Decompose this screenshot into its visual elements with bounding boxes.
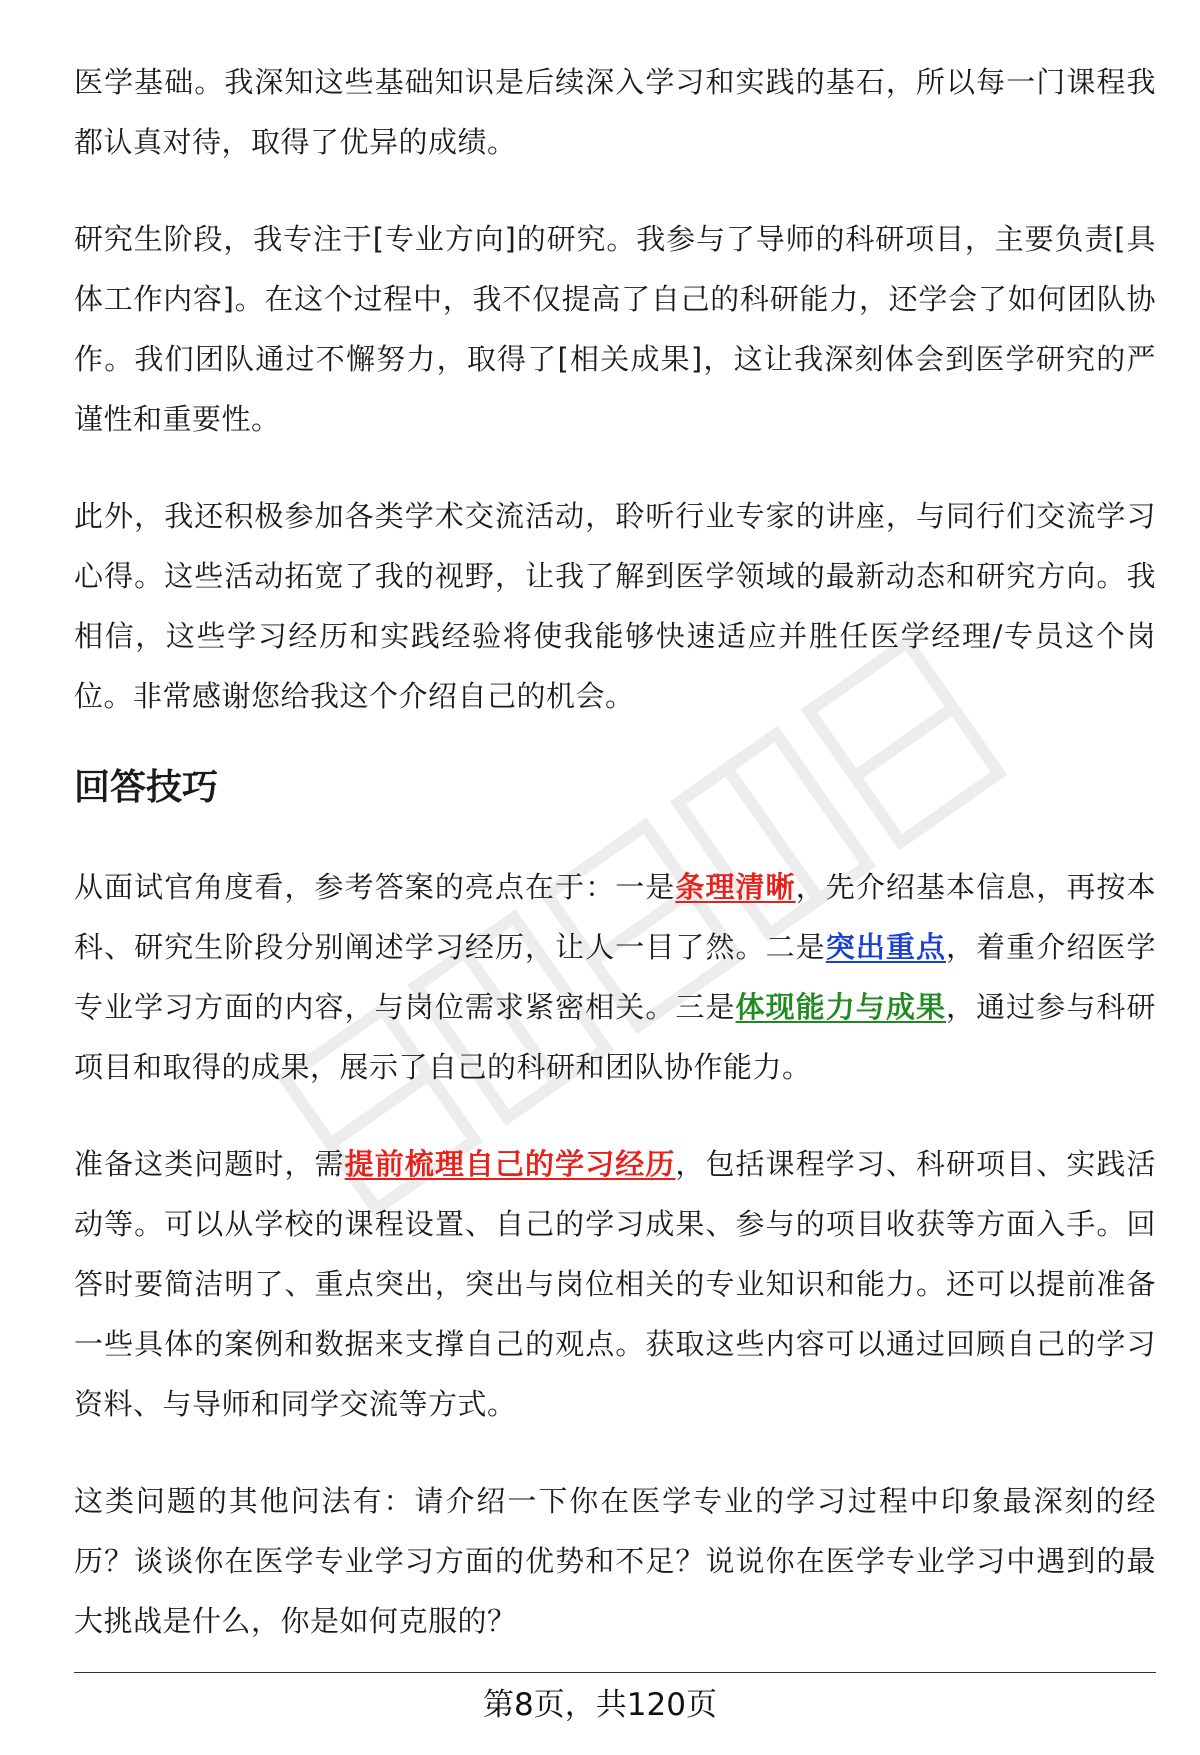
paragraph-graduate-research: 研究生阶段，我专注于[专业方向]的研究。我参与了导师的科研项目，主要负责[具体工作内容]。在这个过程中，我不仅提高了自己的科研能力，还学会了如何团队协作。我们团队通过不懈努力，取得了[相关成果]，这让我深刻体会到医学研究的严谨性和重要性。: [74, 222, 1156, 436]
paragraph-alternative-questions: 这类问题的其他问法有：请介绍一下你在医学专业的学习过程中印象最深刻的经历？谈谈你在医学专业学习方面的优势和不足？说说你在医学专业学习中遇到的最大挑战是什么，你是如何克服的？: [74, 1484, 1156, 1638]
highlight-organize-experience: 提前梳理自己的学习经历: [344, 1147, 676, 1181]
tips-text: 准备这类问题时，需: [74, 1147, 345, 1181]
footer-divider: [74, 1672, 1156, 1673]
highlight-ability-results: 体现能力与成果: [735, 990, 947, 1024]
tips-text: ，先介绍基本信息，再按本科、研究生阶段分别阐述学习经历，让人一目了然。二是: [74, 870, 1156, 964]
highlight-focus: 突出重点: [825, 930, 947, 964]
tips-text: ，包括课程学习、科研项目、实践活动等。可以从学校的课程设置、自己的学习成果、参与的项目收获等方面入手。回答时要简洁明了、重点突出，突出与岗位相关的专业知识和能力。还可以提前准备一些具体的案例和数据来支撑自己的观点。获取这些内容可以通过回顾自己的学习资料、与导师和同学交流等方式。: [74, 1147, 1156, 1421]
tips-text: ，通过参与科研项目和取得的成果，展示了自己的科研和团队协作能力。: [74, 990, 1156, 1084]
paragraph-undergrad-summary: 医学基础。我深知这些基础知识是后续深入学习和实践的基石，所以每一门课程我都认真对待，取得了优异的成绩。: [74, 65, 1156, 159]
page-number: 第8页，共120页: [483, 1687, 717, 1723]
paragraph-academic-activities: 此外，我还积极参加各类学术交流活动，聆听行业专家的讲座，与同行们交流学习心得。这些活动拓宽了我的视野，让我了解到医学领域的最新动态和研究方向。我相信，这些学习经历和实践经验将使我能够快速适应并胜任医学经理/专员这个岗位。非常感谢您给我这个介绍自己的机会。: [74, 499, 1156, 713]
highlight-clear-structure: 条理清晰: [675, 870, 796, 904]
paragraph-interviewer-view: [74, 857, 1156, 1097]
tips-text: ，着重介绍医学专业学习方面的内容，与岗位需求紧密相关。三是: [74, 930, 1156, 1024]
section-heading-answer-tips: 回答技巧: [74, 767, 219, 808]
document-page: [74, 52, 1156, 1688]
tips-text: 从面试官角度看，参考答案的亮点在于：一是: [74, 870, 676, 904]
paragraph-preparation: [74, 1134, 1156, 1434]
